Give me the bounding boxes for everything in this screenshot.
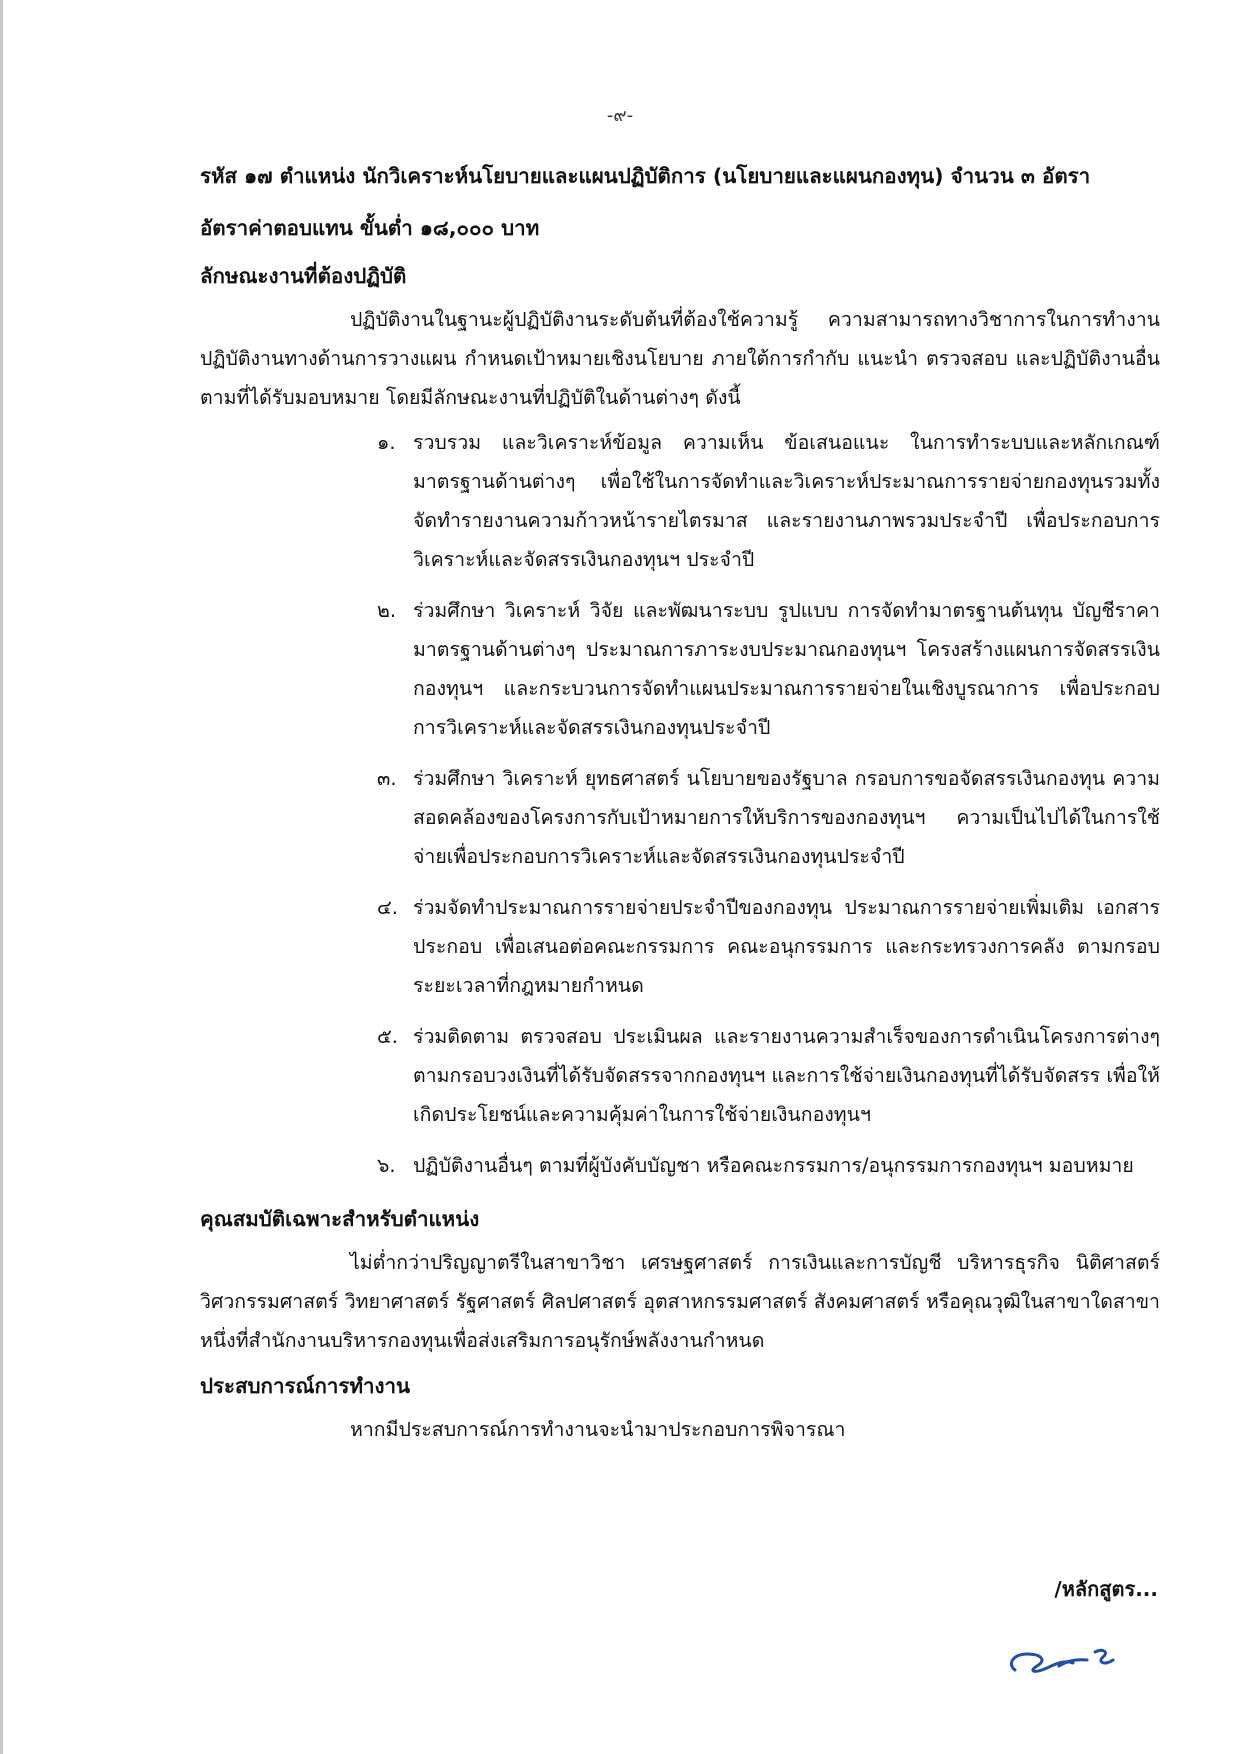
duties-intro: ปฏิบัติงานในฐานะผู้ปฏิบัติงานระดับต้นที่ต้องใช้ความรู้ ความสามารถทางวิชาการในการทำงาน ปฏิบัติงานทางด้านการวางแผน กำหนดเป้าหมายเชิงนโยบาย ภายใต้การกำกับ แนะนำ ตรวจสอบ และปฏิบัติงานอื่นตามที่ได้รับมอบหมาย โดยมีลักษณะงานที่ปฏิบัติในด้านต่างๆ ดังนี้ — [200, 308, 1160, 409]
list-item-number: ๔. — [377, 896, 398, 919]
duties-title: ลักษณะงานที่ต้องปฏิบัติ — [200, 264, 407, 288]
list-item-number: ๓. — [377, 767, 397, 790]
salary-heading: อัตราค่าตอบแทน ขั้นต่ำ ๑๘,๐๐๐ บาท — [200, 216, 540, 240]
list-item-text: ร่วมศึกษา วิเคราะห์ วิจัย และพัฒนาระบบ รูปแบบ การจัดทำมาตรฐานต้นทุน บัญชีราคามาตรฐานด้านต่างๆ ประมาณการภาระงบประมาณกองทุนฯ โครงสร้างแผนการจัดสรรเงินกองทุนฯ และกระบวนการจัดทำแผนประมาณการรายจ่ายในเชิงบูรณาการ เพื่อประกอบการวิเคราะห์และจัดสรรเงินกองทุนประจำปี — [413, 599, 1160, 739]
list-item — [377, 1146, 1160, 1185]
list-item-text: ปฏิบัติงานอื่นๆ ตามที่ผู้บังคับบัญชา หรือคณะกรรมการ/อนุกรรมการกองทุนฯ มอบหมาย — [413, 1154, 1134, 1177]
list-item — [377, 759, 1160, 876]
experience-text: หากมีประสบการณ์การทำงานจะนำมาประกอบการพิจารณา — [350, 1418, 846, 1441]
signature-mark — [1003, 1630, 1123, 1690]
continued-marker: /หลักสูตร... — [1054, 1577, 1158, 1601]
document-body — [200, 150, 1160, 1453]
list-item-number: ๖. — [377, 1154, 396, 1177]
duties-list — [200, 423, 1160, 1185]
qualification-title: คุณสมบัติเฉพาะสำหรับตำแหน่ง — [200, 1207, 480, 1231]
list-item-text: รวบรวม และวิเคราะห์ข้อมูล ความเห็น ข้อเสนอแนะ ในการทำระบบและหลักเกณฑ์มาตรฐานด้านต่างๆ เพื่อใช้ในการจัดทำและวิเคราะห์ประมาณการรายจ่ายกองทุนรวมทั้งจัดทำรายงานความก้าวหน้ารายไตรมาส และรายงานภาพรวมประจำปี เพื่อประกอบการวิเคราะห์และจัดสรรเงินกองทุนฯ ประจำปี — [413, 431, 1160, 571]
list-item-number: ๒. — [377, 599, 397, 622]
qualification-text: ไม่ต่ำกว่าปริญญาตรีในสาขาวิชา เศรษฐศาสตร์ การเงินและการบัญชี บริหารธุรกิจ นิติศาสตร์ วิศวกรรมศาสตร์ วิทยาศาสตร์ รัฐศาสตร์ ศิลปศาสตร์ อุตสาหกรรมศาสตร์ สังคมศาสตร์ หรือคุณวุฒิในสาขาใดสาขาหนึ่งที่สำนักงานบริหารกองทุนเพื่อส่งเสริมการอนุรักษ์พลังงานกำหนด — [200, 1251, 1160, 1352]
list-item — [377, 423, 1160, 579]
list-item-number: ๑. — [377, 431, 396, 454]
position-heading: รหัส ๑๗ ตำแหน่ง นักวิเคราะห์นโยบายและแผนปฏิบัติการ (นโยบายและแผนกองทุน) จำนวน ๓ อัตรา — [200, 164, 1091, 188]
page-number: -๙- — [606, 105, 634, 126]
experience-title: ประสบการณ์การทำงาน — [200, 1374, 411, 1398]
list-item-text: ร่วมศึกษา วิเคราะห์ ยุทธศาสตร์ นโยบายของรัฐบาล กรอบการขอจัดสรรเงินกองทุน ความสอดคล้องของโครงการกับเป้าหมายการให้บริการของกองทุนฯ ความเป็นไปได้ในการใช้จ่ายเพื่อประกอบการวิเคราะห์และจัดสรรเงินกองทุนประจำปี — [413, 767, 1160, 868]
list-item-text: ร่วมจัดทำประมาณการรายจ่ายประจำปีของกองทุน ประมาณการรายจ่ายเพิ่มเติม เอกสารประกอบ เพื่อเสนอต่อคณะกรรมการ คณะอนุกรรมการ และกระทรวงการคลัง ตามกรอบระยะเวลาที่กฎหมายกำหนด — [413, 896, 1160, 997]
list-item-number: ๕. — [377, 1025, 398, 1048]
list-item — [377, 1017, 1160, 1134]
list-item-text: ร่วมติดตาม ตรวจสอบ ประเมินผล และรายงานความสำเร็จของการดำเนินโครงการต่างๆ ตามกรอบวงเงินที่ได้รับจัดสรรจากกองทุนฯ และการใช้จ่ายเงินกองทุนที่ได้รับจัดสรร เพื่อให้เกิดประโยชน์และความคุ้มค่าในการใช้จ่ายเงินกองทุนฯ — [413, 1025, 1160, 1126]
list-item — [377, 888, 1160, 1005]
list-item — [377, 591, 1160, 747]
